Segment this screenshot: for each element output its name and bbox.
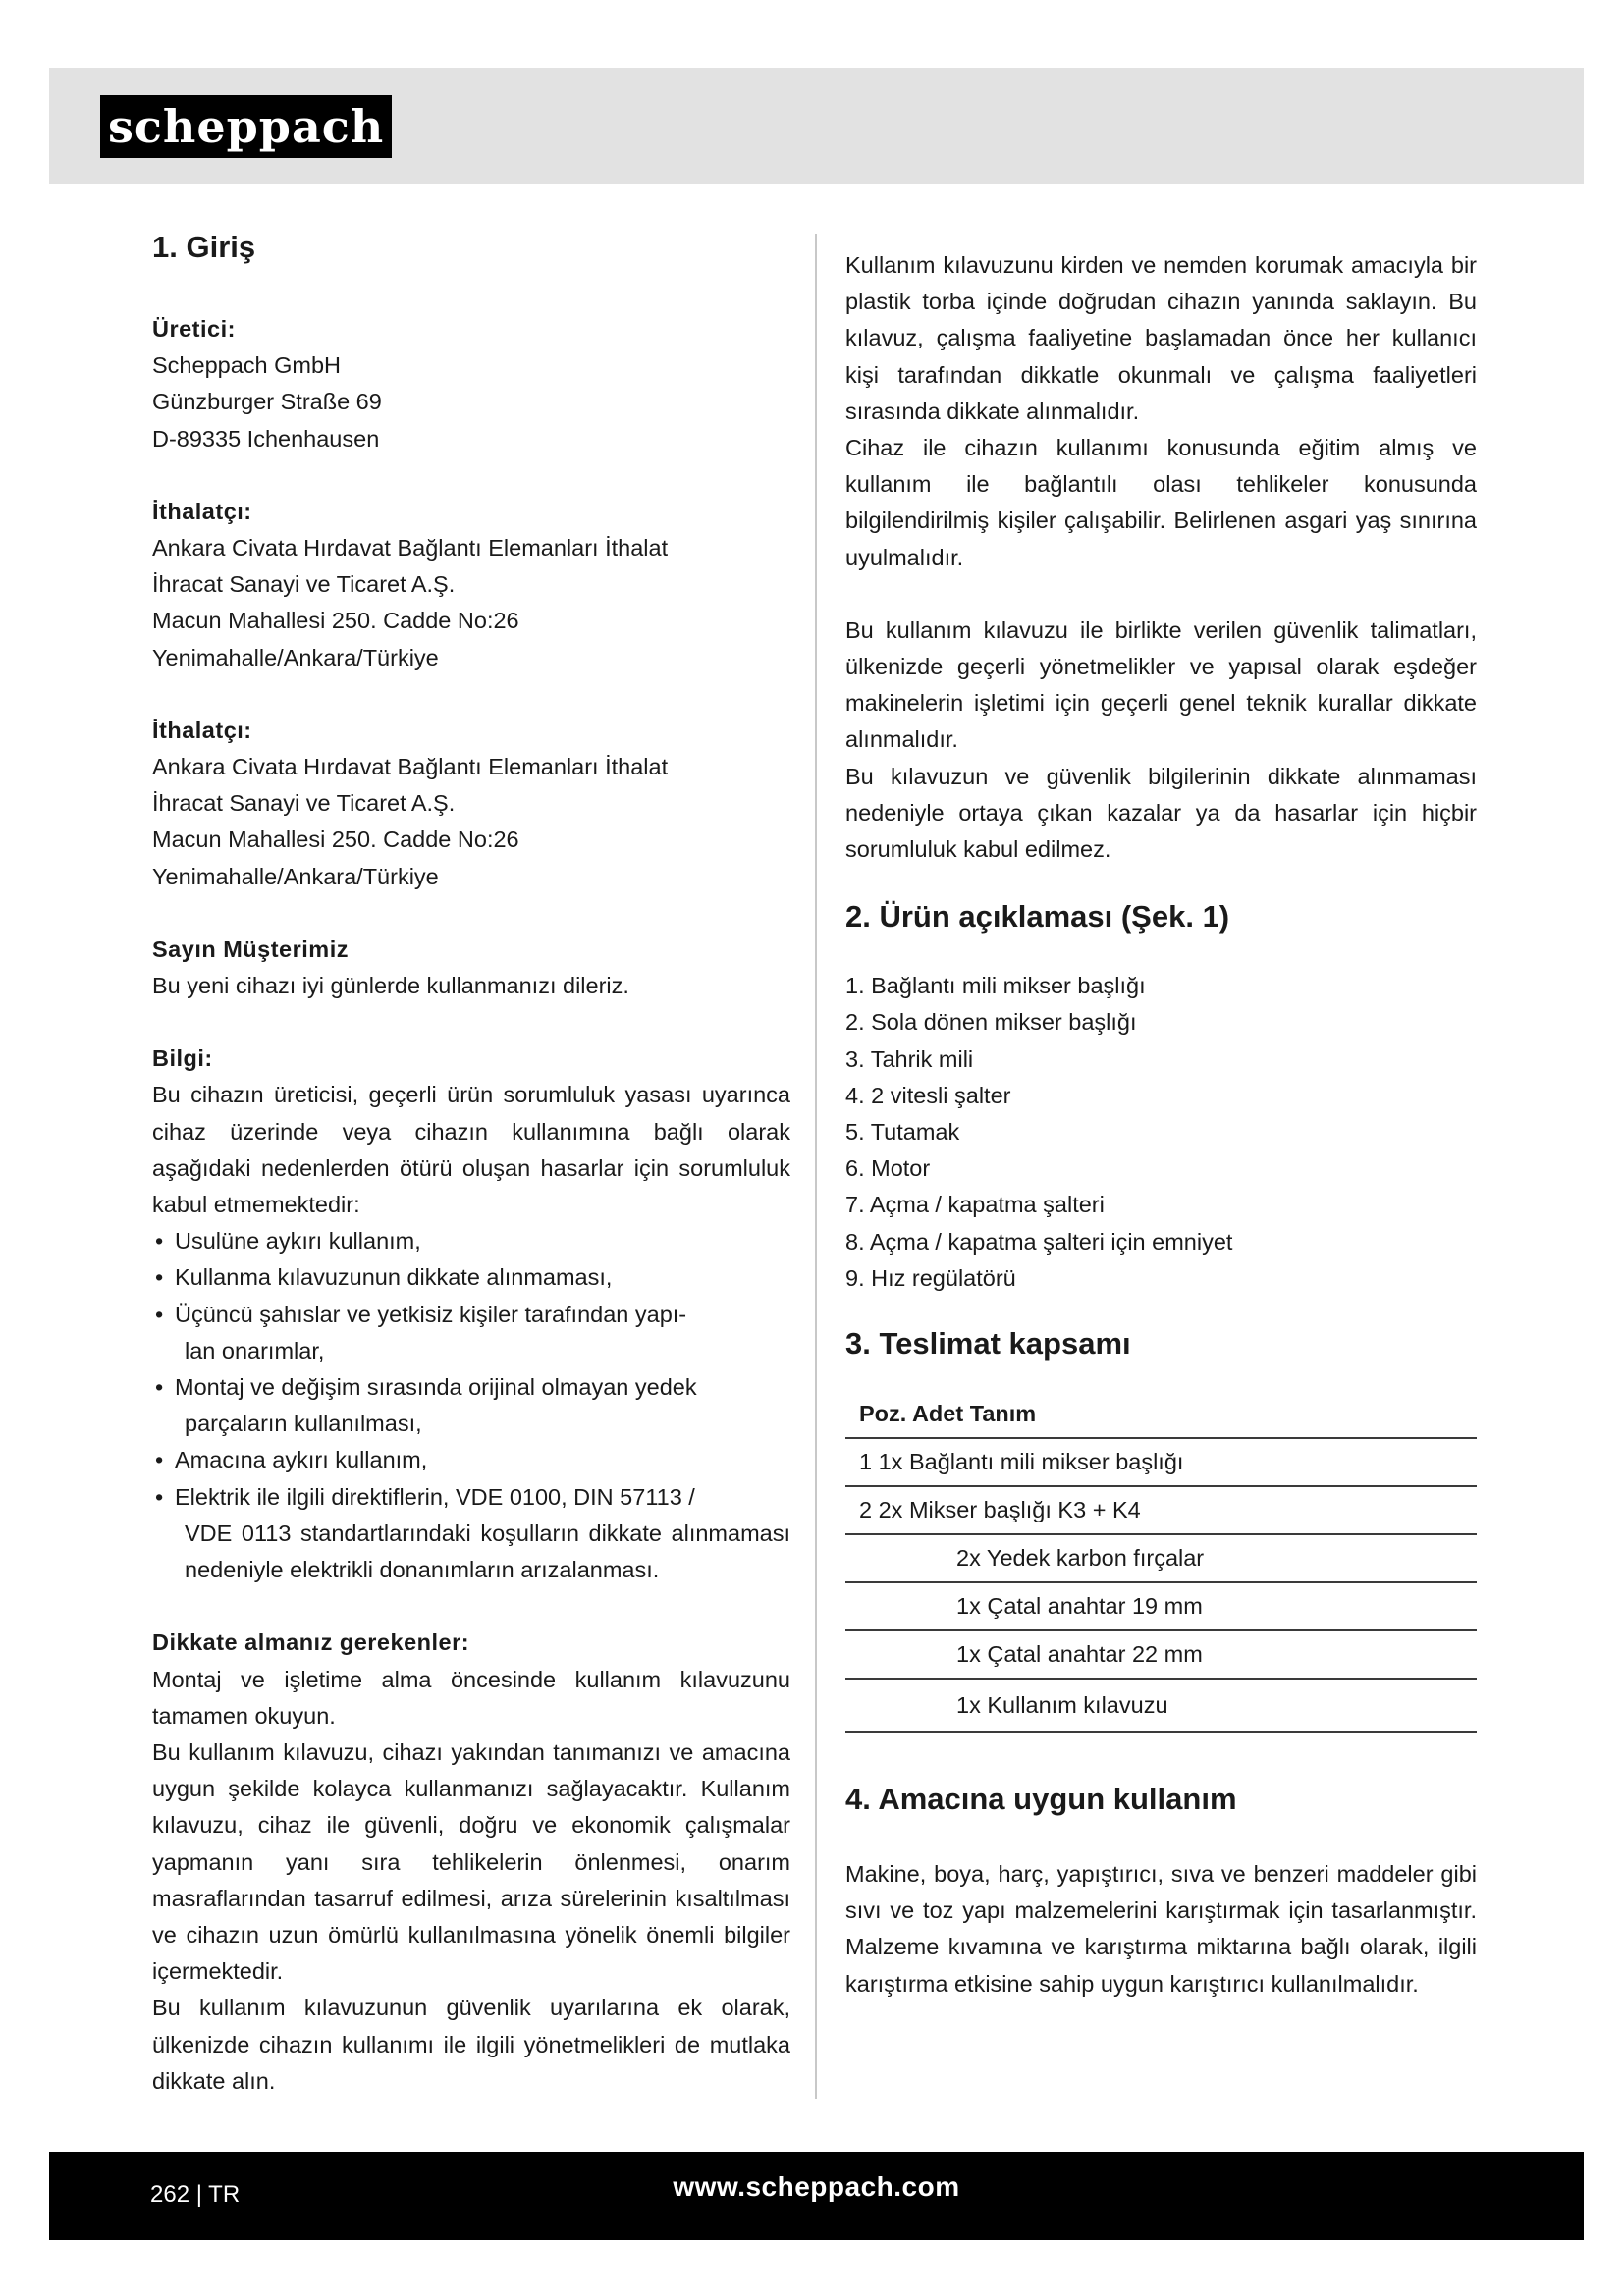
- importer-line: İhracat Sanayi ve Ticaret A.Ş.: [152, 790, 456, 817]
- section-1-title: 1. Giriş: [152, 230, 256, 264]
- table-row: 2x Yedek karbon fırçalar: [845, 1534, 1477, 1582]
- customer-label: Sayın Müşterimiz: [152, 935, 349, 962]
- liability-list: [152, 1223, 790, 1588]
- list-item: 8. Açma / kapatma şalteri için emniyet: [845, 1228, 1233, 1255]
- right-column: [845, 228, 1477, 2002]
- table-row: 2 2x Mikser başlığı K3 + K4: [845, 1486, 1477, 1534]
- manufacturer-line: D-89335 Ichenhausen: [152, 425, 380, 452]
- scheppach-logo: scheppach: [100, 95, 392, 158]
- list-item: • Amacına aykırı kullanım,: [152, 1442, 790, 1478]
- body-text: Bu kullanım kılavuzu ile birlikte verilen güvenlik talimatları, ülkenizde geçerli yönetmelikler ve yapısal olarak eşdeğer makinelerin işletimi için geçerli genel teknik kurallar dikkate alınmalıdır.: [845, 616, 1477, 753]
- list-item: • Usulüne aykırı kullanım,: [152, 1223, 790, 1259]
- importer-line: Macun Mahallesi 250. Cadde No:26: [152, 827, 519, 853]
- importer-line: Ankara Civata Hırdavat Bağlantı Elemanları İthalat: [152, 535, 669, 561]
- attention-text: Bu kullanım kılavuzu, cihazı yakından tanımanızı ve amacına uygun şekilde kolayca kullanmanızı sağlayacaktır. Kullanım kılavuzu, cihaz ile güvenli, doğru ve ekonomik çalışmalar yapmanın yanı sıra tehlikelerin önlenmesi, onarım masraflarından tasarruf edilmesi, arıza sürelerinin kısaltılması ve cihazın uzun ömürlü kullanılmasına yönelik önemli bilgiler içermektedir.: [152, 1738, 790, 1985]
- body-text: Bu kılavuzun ve güvenlik bilgilerinin dikkate alınmaması nedeniyle ortaya çıkan kazalar ya da hasarlar için hiçbir sorumluluk kabul edilmez.: [845, 763, 1477, 863]
- left-column: [152, 228, 790, 2100]
- list-item: 4. 2 vitesli şalter: [845, 1082, 1011, 1108]
- list-item: 3. Tahrik mili: [845, 1045, 974, 1072]
- table-row: 1x Kullanım kılavuzu: [845, 1679, 1477, 1732]
- body-text: Cihaz ile cihazın kullanımı konusunda eğitim almış ve kullanım ile bağlantılı olası tehlikeler konusunda bilgilendirilmiş kişiler çalışabilir. Belirlenen asgari yaş sınırına uyulmalıdır.: [845, 435, 1477, 570]
- page-number: 262 | TR: [150, 2181, 241, 2208]
- importer-line: Ankara Civata Hırdavat Bağlantı Elemanları İthalat: [152, 754, 669, 780]
- page-footer: [49, 2152, 1584, 2240]
- body-text: Kullanım kılavuzunu kirden ve nemden korumak amacıyla bir plastik torba içinde doğrudan cihazın yanında saklayın. Bu kılavuz, çalışma faaliyetine başlamadan önce her kullanıcı kişi tarafından dikkatle okunmalı ve çalışma faaliyetleri sırasında dikkate alınmalıdır.: [845, 252, 1477, 424]
- manufacturer-line: Günzburger Straße 69: [152, 389, 382, 415]
- list-item: • Elektrik ile ilgili direktiflerin, VDE 0100, DIN 57113 / VDE 0113 standartlarındaki koşulların dikkate alınmaması nedeniyle elektrikli donanımların arızalanması.: [152, 1479, 790, 1589]
- table-row: 1x Çatal anahtar 19 mm: [845, 1582, 1477, 1630]
- list-item: 1. Bağlantı mili mikser başlığı: [845, 973, 1146, 999]
- section-3-title: 3. Teslimat kapsamı: [845, 1326, 1131, 1362]
- page-header: [49, 68, 1584, 184]
- importer-line: Yenimahalle/Ankara/Türkiye: [152, 644, 439, 670]
- attention-text: Bu kullanım kılavuzunun güvenlik uyarılarına ek olarak, ülkenizde cihazın kullanımı ile ilgili yönetmelikleri de mutlaka dikkate alın.: [152, 1995, 790, 2094]
- list-item: 6. Motor: [845, 1155, 931, 1182]
- product-list: [845, 968, 1477, 1297]
- list-item: • Kullanma kılavuzunun dikkate alınmaması,: [152, 1259, 790, 1296]
- manufacturer-label: Üretici:: [152, 316, 236, 342]
- list-item: 5. Tutamak: [845, 1119, 960, 1146]
- list-item: 7. Açma / kapatma şalteri: [845, 1192, 1105, 1218]
- website-url: www.scheppach.com: [673, 2171, 960, 2202]
- section-4-title: 4. Amacına uygun kullanım: [845, 1782, 1237, 1817]
- importer-label: İthalatçı:: [152, 717, 252, 743]
- list-item: • Üçüncü şahıslar ve yetkisiz kişiler tarafından yapı- lan onarımlar,: [152, 1297, 790, 1369]
- scope-table: [845, 1391, 1477, 1733]
- info-text: Bu cihazın üreticisi, geçerli ürün sorumluluk yasası uyarınca cihaz üzerinde veya cihazın kullanımına bağlı olarak aşağıdaki nedenlerden ötürü oluşan hasarlar için sorumluluk kabul etmemektedir:: [152, 1082, 790, 1218]
- table-header: Poz. Adet Tanım: [845, 1391, 1477, 1438]
- manufacturer-line: Scheppach GmbH: [152, 352, 342, 379]
- column-divider: [815, 234, 817, 2099]
- table-row: 1x Çatal anahtar 22 mm: [845, 1630, 1477, 1679]
- importer-line: İhracat Sanayi ve Ticaret A.Ş.: [152, 571, 456, 598]
- section-2-title: 2. Ürün açıklaması (Şek. 1): [845, 899, 1230, 934]
- attention-text: Montaj ve işletime alma öncesinde kullanım kılavuzunu tamamen okuyun.: [152, 1666, 790, 1729]
- list-item: • Montaj ve değişim sırasında orijinal olmayan yedek parçaların kullanılması,: [152, 1369, 790, 1442]
- importer-line: Macun Mahallesi 250. Cadde No:26: [152, 608, 519, 634]
- customer-text: Bu yeni cihazı iyi günlerde kullanmanızı dileriz.: [152, 973, 629, 999]
- importer-label: İthalatçı:: [152, 498, 252, 524]
- importer-line: Yenimahalle/Ankara/Türkiye: [152, 863, 439, 889]
- list-item: 9. Hız regülatörü: [845, 1264, 1016, 1291]
- body-text: Makine, boya, harç, yapıştırıcı, sıva ve benzeri maddeler gibi sıvı ve toz yapı malzemelerini karıştırmak için tasarlanmıştır. Malzeme kıvamına ve karıştırma miktarına bağlı olarak, ilgili karıştırma etkisine sahip uygun karıştırıcı kullanılmalıdır.: [845, 1861, 1477, 1997]
- info-label: Bilgi:: [152, 1045, 213, 1072]
- attention-label: Dikkate almanız gerekenler:: [152, 1629, 470, 1656]
- list-item: 2. Sola dönen mikser başlığı: [845, 1009, 1137, 1036]
- table-row: 1 1x Bağlantı mili mikser başlığı: [845, 1438, 1477, 1486]
